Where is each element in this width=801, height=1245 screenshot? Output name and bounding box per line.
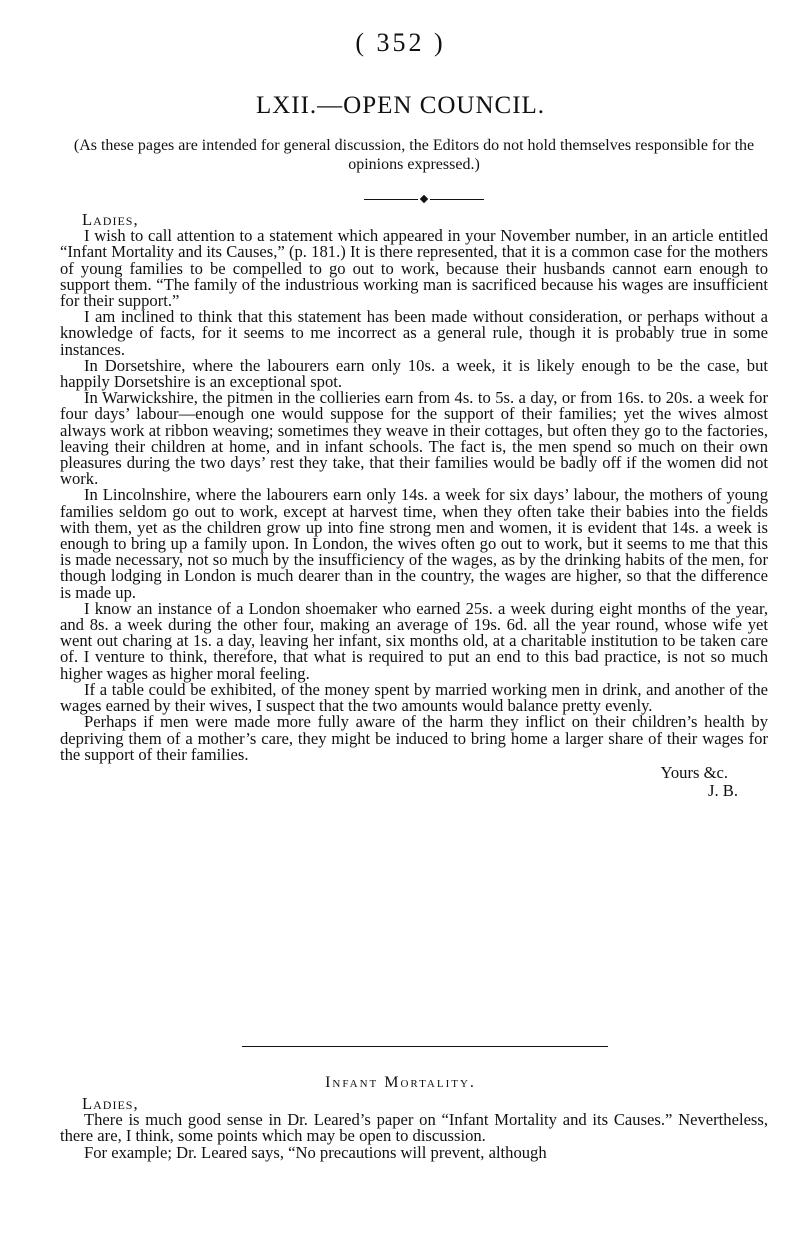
paragraph: There is much good sense in Dr. Leared’s paper on “Infant Mortality and its Causes.” Nevertheless, there are, I think, some points which may be open to discussion.	[60, 1110, 768, 1146]
page-number: ( 352 )	[355, 28, 446, 57]
paragraph: I am inclined to think that this statement has been made without consideration, or perhaps without a knowledge of facts, for it seems to me incorrect as a general rule, though it is probably true in some instances.	[60, 307, 768, 359]
letter-salutation: Ladies,	[82, 210, 139, 229]
letter-infant-mortality	[60, 1096, 768, 1161]
disclaimer: (As these pages are intended for general discussion, the Editors do not hold themselves responsible for the opinions expressed.)	[73, 137, 755, 173]
paragraph: In Dorsetshire, where the labourers earn only 10s. a week, it is likely enough to be the case, but happily Dorsetshire is an exceptional spot.	[60, 355, 768, 392]
section-rule	[242, 1046, 608, 1047]
letter-closing: Yours &c.	[660, 762, 728, 782]
paragraph: For example; Dr. Leared says, “No precautions will prevent, although	[84, 1142, 547, 1162]
article-title: Infant Mortality.	[325, 1074, 476, 1091]
paragraph: In Lincolnshire, where the labourers earn only 14s. a week for six days’ labour, the mothers of young families seldom go out to work, except at harvest time, when they often take their babies into the fields with them, yet as the children grow up into fine strong men and women, it is evident that 14s. a week is enough to bring up a family upon. In London, the wives often go out to work, but it seems to me that this is made necessary, not so much by the insufficiency of the wages, as by the drinking habits of the men, for though lodging in London is much dearer than in the country, the wages are higher, so that the difference is made up.	[60, 485, 768, 602]
letter-salutation: Ladies,	[82, 1094, 139, 1113]
paragraph: I wish to call attention to a statement which appeared in your November number, in an article entitled “Infant Mortality and its Causes,” (p. 181.) It is there represented, that it is a common case for the mothers of young families to be compelled to go out to work, because their husbands cannot earn enough to support them. “The family of the industrious working man is sacrificed because his wages are insufficient for their support.”	[60, 226, 768, 311]
paragraph: In Warwickshire, the pitmen in the collieries earn from 4s. to 5s. a day, or from 16s. to 20s. a week for four days’ labour—enough one would suppose for the support of their families; yet the wives almost always work at ribbon weaving; sometimes they weave in their cottages, but often they go to the factories, leaving their children at home, and in infant schools. The fact is, the men spend so much on their own pleasures during the two days’ rest they take, that their families would be badly off if the women did not work.	[60, 388, 768, 489]
paragraph: If a table could be exhibited, of the money spent by married working men in drink, and another of the wages earned by their wives, I suspect that the two amounts would balance pretty evenly.	[60, 679, 768, 716]
letter-signature: J. B.	[708, 781, 738, 801]
ornament-divider	[364, 196, 484, 204]
paragraph: I know an instance of a London shoemaker who earned 25s. a week during eight months of the year, and 8s. a week during the other four, making an average of 19s. 6d. all the year round, whose wife yet went out charing at 1s. a day, leaving her infant, six months old, at a charitable institution to be taken care of. I venture to think, therefore, that what is required to put an end to this bad practice, is not so much higher wages as higher moral feeling.	[60, 598, 768, 683]
letter-jb	[60, 212, 768, 799]
paragraph: Perhaps if men were made more fully aware of the harm they inflict on their children’s health by depriving them of a mother’s care, they might be induced to bring home a larger share of their wages for the support of their families.	[60, 712, 768, 764]
section-heading: LXII.—OPEN COUNCIL.	[255, 92, 546, 119]
